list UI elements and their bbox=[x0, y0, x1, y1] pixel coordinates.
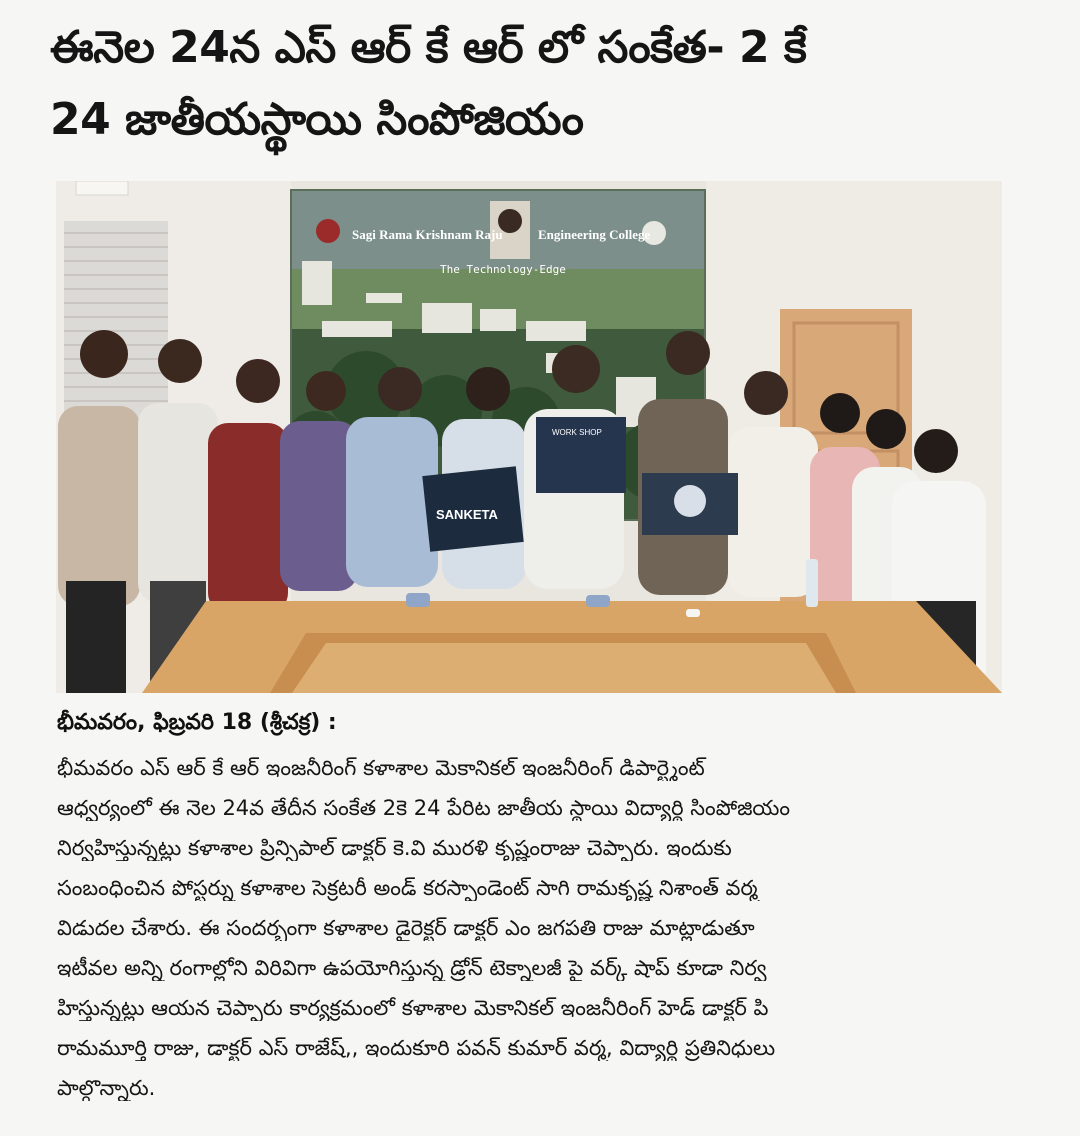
article-line: భీమవరం ఎస్ ఆర్ కే ఆర్ ఇంజనీరింగ్ కళాశాల మెకానికల్ ఇంజనీరింగ్ డిపార్ట్మెంట్ bbox=[57, 756, 705, 780]
banner-college-left: Sagi Rama Krishnam Raju bbox=[352, 227, 503, 242]
window-blinds bbox=[64, 221, 168, 421]
article-line: పాల్గొన్నారు. bbox=[57, 1076, 156, 1100]
news-photo bbox=[56, 181, 1002, 693]
article-line: ఇటీవల అన్ని రంగాల్లోని విరివిగా ఉపయోగిస్తున్న డ్రోన్ టెక్నాలజీ పై వర్క్ షాప్ కూడా నిర్వ bbox=[57, 956, 767, 980]
article-dateline: భీమవరం, ఫిబ్రవరి 18 (శ్రీచక్ర) : bbox=[57, 710, 337, 735]
poster-small-label: WORK SHOP bbox=[552, 428, 602, 437]
article-line: నిర్వహిస్తున్నట్లు కళాశాల ప్రిన్సిపాల్ డాక్టర్ కె.వి మురళి కృష్ణంరాజు చెప్పారు. ఇందుకు bbox=[57, 836, 732, 860]
headline-line-1: ఈనెల 24న ఎస్ ఆర్ కే ఆర్ లో సంకేత- 2 కే bbox=[50, 22, 807, 73]
banner-college-right: Engineering College bbox=[538, 227, 651, 242]
poster-title: SANKETA bbox=[436, 507, 498, 522]
article-line: విడుదల చేశారు. ఈ సందర్భంగా కళాశాల డైరెక్టర్ డాక్టర్ ఎం జగపతి రాజు మాట్లాడుతూ bbox=[57, 916, 755, 940]
article-line: ఆధ్వర్యంలో ఈ నెల 24వ తేదీన సంకేత 2కె 24 పేరిట జాతీయ స్థాయి విద్యార్థి సింపోజియం bbox=[57, 796, 791, 820]
article-line: హిస్తున్నట్లు ఆయన చెప్పారు కార్యక్రమంలో కళాశాల మెకానికల్ ఇంజనీరింగ్ హెడ్ డాక్టర్ పి bbox=[57, 996, 769, 1020]
article-line: సంబంధించిన పోస్టర్ను కళాశాల సెక్రటరీ అండ్ కరస్పాండెంట్ సాగి రామకృష్ణ నిశాంత్ వర్మ bbox=[57, 876, 758, 900]
article-line: రామమూర్తి రాజు, డాక్టర్ ఎస్ రాజేష్,, ఇందుకూరి పవన్ కుమార్ వర్మ, విద్యార్థి ప్రతినిధులు bbox=[57, 1036, 776, 1060]
headline-line-2: 24 జాతీయస్థాయి సింపోజియం bbox=[50, 94, 584, 145]
banner-tagline: The Technology-Edge bbox=[440, 263, 566, 276]
